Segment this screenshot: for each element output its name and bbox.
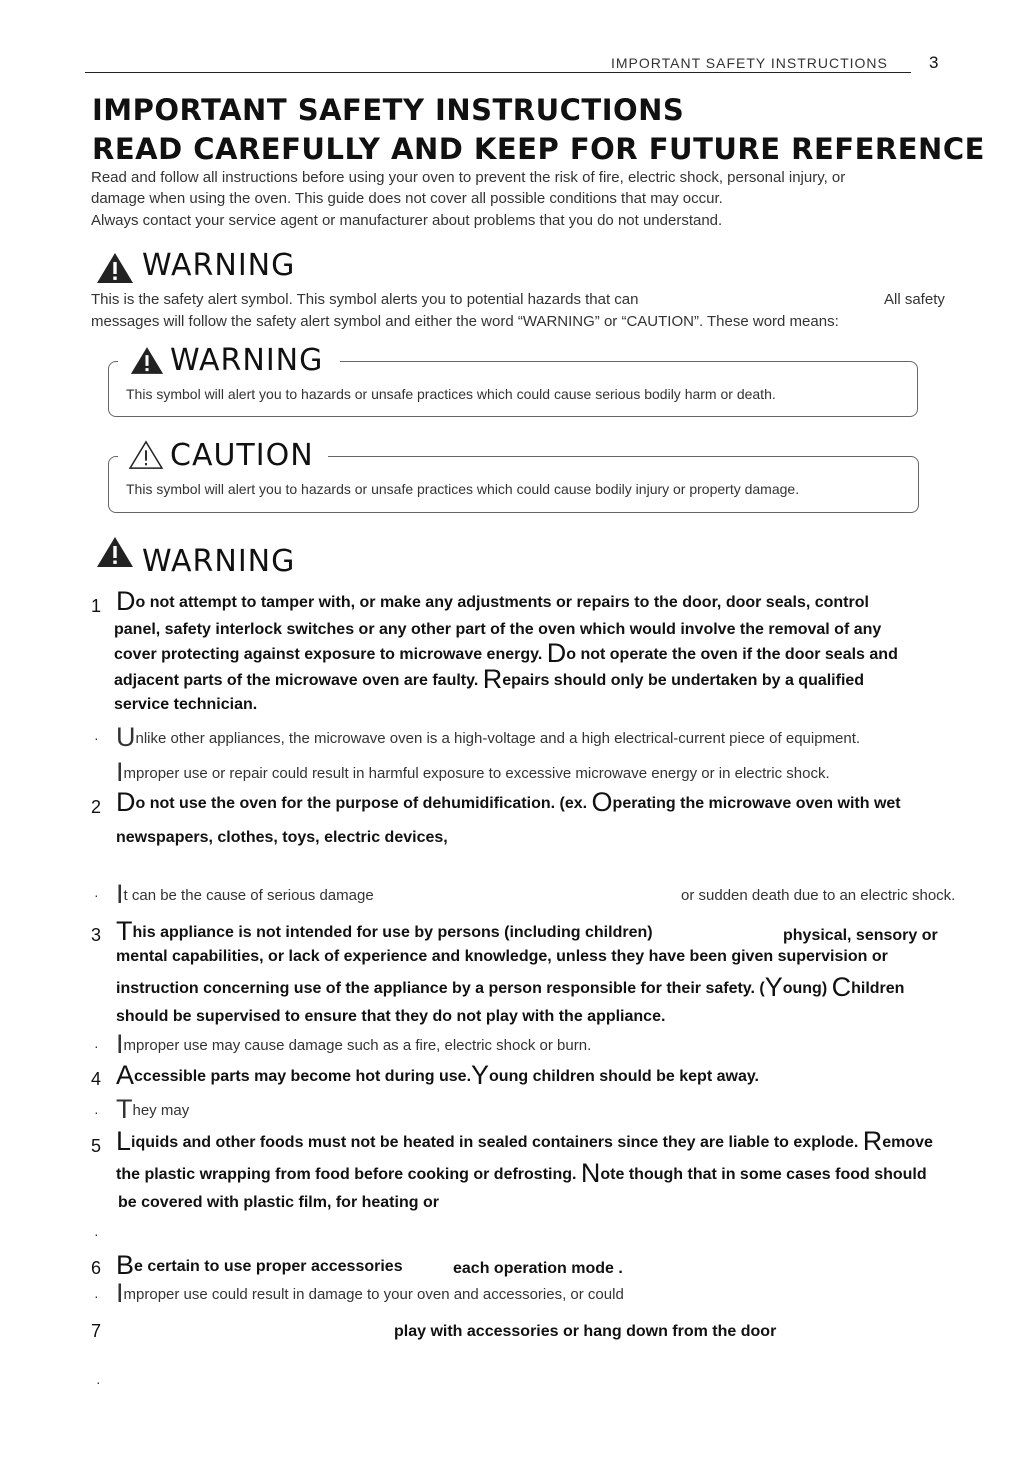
item-5-line-3: be covered with plastic film, for heating or [118, 1194, 439, 1211]
item-6-line-1: Be certain to use proper accessories [116, 1250, 403, 1280]
item-5-line-1: Liquids and other foods must not be heated in sealed containers since they are liable to explode. Remove [116, 1126, 933, 1156]
item-2-line-1: Do not use the oven for the purpose of dehumidification. (ex. Operating the microwave oven with wet [116, 787, 901, 817]
item-3-line-4: should be supervised to ensure that they do not play with the appliance. [116, 1008, 666, 1025]
caution-box-text: This symbol will alert you to hazards or unsafe practices which could cause bodily injury or property damage. [126, 481, 800, 497]
page-title-line-2: READ CAREFULLY AND KEEP FOR FUTURE REFERENCE [92, 132, 985, 166]
warning-triangle-icon [96, 252, 134, 284]
item-3-line-1: This appliance is not intended for use by persons (including children) [116, 916, 653, 946]
page-title-line-1: IMPORTANT SAFETY INSTRUCTIONS [92, 93, 685, 127]
alert-text-line-1-end: All safety [884, 291, 945, 308]
intro-line-3: Always contact your service agent or manufacturer about problems that you do not understand. [91, 212, 723, 229]
bullet-dot: · [94, 1226, 99, 1242]
item-1-line-1: Do not attempt to tamper with, or make any adjustments or repairs to the door, door seals, control [116, 586, 869, 616]
item-3-note-1: Improper use may cause damage such as a fire, electric shock or burn. [116, 1029, 592, 1059]
bullet-dot: · [94, 887, 99, 903]
item-6-note-1: Improper use could result in damage to your oven and accessories, or could [116, 1278, 624, 1308]
caution-box-label: CAUTION [170, 438, 314, 473]
warning-box-label: WARNING [170, 343, 324, 378]
bullet-dot: · [94, 730, 99, 746]
warning-triangle-icon [96, 536, 134, 568]
item-1-line-2: panel, safety interlock switches or any other part of the oven which would involve the removal of any [114, 621, 882, 638]
page-number: 3 [929, 53, 939, 72]
warnings-heading: WARNING [142, 544, 296, 579]
intro-line-1: Read and follow all instructions before using your oven to prevent the risk of fire, electric shock, personal injury, or [91, 169, 846, 186]
item-3-line-2: mental capabilities, or lack of experience and knowledge, unless they have been given supervision or [116, 948, 888, 965]
alert-text-line-2: messages will follow the safety alert symbol and either the word “WARNING” or “CAUTION”. These word means: [91, 313, 839, 330]
bullet-dot: · [96, 1374, 101, 1390]
item-number: 5 [91, 1136, 102, 1156]
item-4-line-1: Accessible parts may become hot during use.Young children should be kept away. [116, 1060, 759, 1090]
warning-triangle-icon [130, 346, 164, 375]
item-7-line-1: play with accessories or hang down from the door [394, 1323, 777, 1340]
item-number: 1 [91, 596, 102, 616]
item-1-line-4: adjacent parts of the microwave oven are faulty. Repairs should only be undertaken by a qualified [114, 664, 865, 694]
item-number: 6 [91, 1258, 102, 1278]
alert-heading: WARNING [142, 248, 296, 283]
item-number: 4 [91, 1069, 102, 1089]
bullet-dot: · [94, 1038, 99, 1054]
running-header-title: IMPORTANT SAFETY INSTRUCTIONS [611, 55, 888, 71]
item-5-line-2: the plastic wrapping from food before cooking or defrosting. Note though that in some cases food should [116, 1158, 927, 1188]
item-1-line-5: service technician. [114, 696, 258, 713]
item-4-note-1: They may [116, 1094, 190, 1124]
item-3-line-3: instruction concerning use of the appliance by a person responsible for their safety. (Young) Children [116, 972, 905, 1002]
item-number: 3 [91, 925, 102, 945]
item-6-line-1-end: each operation mode . [453, 1260, 623, 1277]
caution-triangle-outline-icon [128, 440, 164, 470]
header-rule [85, 72, 911, 73]
item-2-note-1: It can be the cause of serious damage [116, 879, 374, 909]
item-2-line-2: newspapers, clothes, toys, electric devices, [116, 829, 448, 846]
item-3-line-1-end: physical, sensory or [783, 927, 938, 944]
item-1-note-1: Unlike other appliances, the microwave oven is a high-voltage and a high electrical-current piece of equipment. [116, 722, 861, 752]
warning-box-text: This symbol will alert you to hazards or unsafe practices which could cause serious bodily harm or death. [126, 386, 776, 402]
item-1-note-2: Improper use or repair could result in harmful exposure to excessive microwave energy or in electric shock. [116, 757, 830, 787]
bullet-dot: · [94, 1104, 99, 1120]
bullet-dot: · [94, 1288, 99, 1304]
item-number: 7 [91, 1321, 102, 1341]
item-2-note-1-end: or sudden death due to an electric shock. [681, 887, 956, 904]
item-1-line-3: cover protecting against exposure to microwave energy. Do not operate the oven if the door seals and [114, 638, 898, 668]
item-number: 2 [91, 797, 102, 817]
alert-text-line-1: This is the safety alert symbol. This symbol alerts you to potential hazards that can [91, 291, 639, 308]
intro-line-2: damage when using the oven. This guide does not cover all possible conditions that may occur. [91, 190, 723, 207]
